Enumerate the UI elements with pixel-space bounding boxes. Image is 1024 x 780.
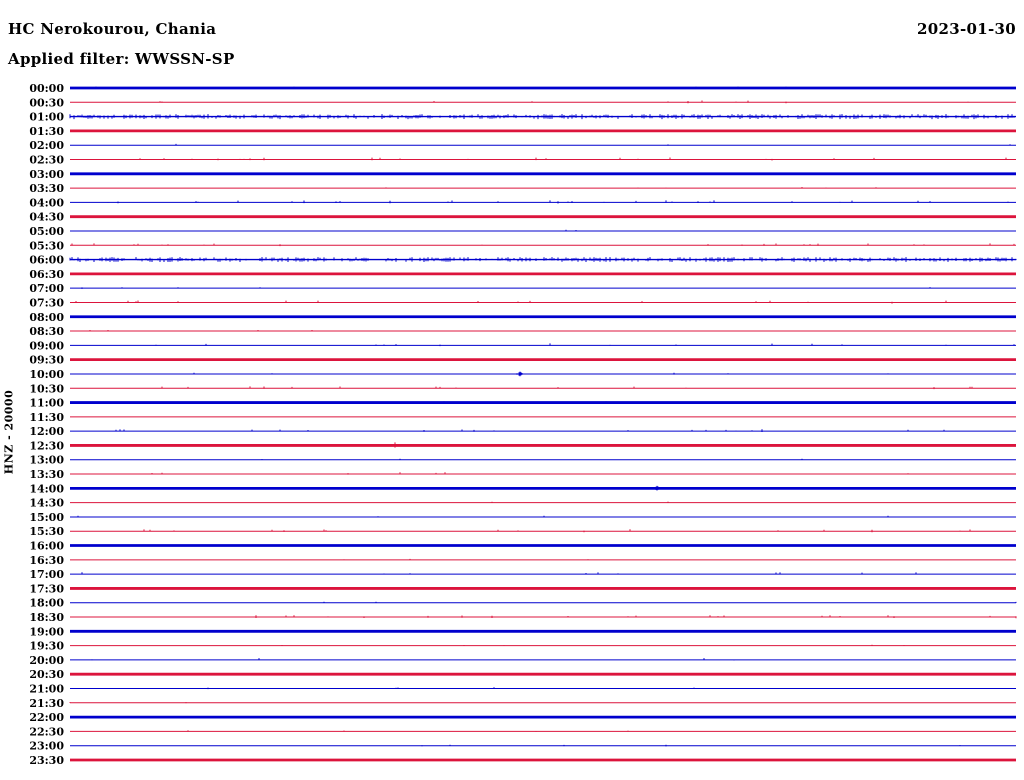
row-time-label: 21:30 <box>29 696 64 710</box>
row-time-label: 14:30 <box>29 496 64 510</box>
trace-row <box>70 187 1016 188</box>
row-time-label: 10:00 <box>29 367 64 381</box>
row-time-label: 17:30 <box>29 582 64 596</box>
row-time-label: 11:00 <box>29 396 64 410</box>
trace-row <box>70 301 1016 304</box>
trace-row <box>70 158 1016 161</box>
trace-row <box>70 87 1016 89</box>
trace-row <box>70 257 1016 262</box>
row-time-label: 05:00 <box>29 224 64 238</box>
row-time-label: 12:30 <box>29 439 64 453</box>
trace-row <box>70 200 1016 203</box>
trace-row <box>70 386 1016 389</box>
row-time-label: 22:00 <box>29 711 64 725</box>
trace-row <box>70 687 1016 689</box>
trace-row <box>70 572 1016 574</box>
trace-row <box>70 602 1016 603</box>
row-time-label: 19:00 <box>29 625 64 639</box>
trace-row <box>70 273 1016 274</box>
trace-row <box>70 359 1016 361</box>
trace-row <box>70 343 1016 346</box>
trace-row <box>70 401 1016 403</box>
row-time-label: 09:00 <box>29 339 64 353</box>
trace-row <box>70 459 1016 460</box>
trace-row <box>70 745 1016 747</box>
row-time-label: 18:30 <box>29 611 64 625</box>
trace-row <box>70 472 1016 474</box>
trace-row <box>70 442 1016 447</box>
row-time-label: 04:00 <box>29 196 64 210</box>
station-title: HC Nerokourou, Chania <box>8 20 217 38</box>
row-time-label: 23:00 <box>29 739 64 753</box>
row-time-label: 05:30 <box>29 239 64 253</box>
record-date: 2023-01-30 <box>917 20 1016 38</box>
row-time-label: 03:00 <box>29 167 64 181</box>
row-time-label: 09:30 <box>29 353 64 367</box>
row-time-label: 21:00 <box>29 682 64 696</box>
trace-row <box>70 486 1016 491</box>
row-time-label: 14:00 <box>29 482 64 496</box>
row-time-label: 03:30 <box>29 182 64 196</box>
row-time-label: 00:00 <box>29 82 64 95</box>
row-time-label: 12:00 <box>29 425 64 439</box>
trace-row <box>70 429 1016 432</box>
row-time-label: 22:30 <box>29 725 64 739</box>
trace-row <box>70 216 1016 218</box>
channel-axis-label: HNZ - 20000 <box>2 389 16 475</box>
row-time-label: 15:00 <box>29 510 64 524</box>
row-time-label: 13:30 <box>29 468 64 482</box>
row-time-label: 07:00 <box>29 282 64 296</box>
row-time-label: 20:30 <box>29 668 64 682</box>
row-time-label: 01:00 <box>29 110 64 124</box>
trace-row <box>70 516 1016 518</box>
row-time-label: 02:00 <box>29 139 64 153</box>
trace-row <box>70 645 1016 646</box>
row-time-label: 08:00 <box>29 310 64 324</box>
row-time-label: 06:30 <box>29 267 64 281</box>
row-time-label: 08:30 <box>29 325 64 339</box>
row-time-label: 10:30 <box>29 382 64 396</box>
trace-row <box>70 502 1016 503</box>
trace-row <box>70 673 1016 675</box>
trace-row <box>70 730 1016 732</box>
row-time-label: 18:00 <box>29 596 64 610</box>
trace-row <box>70 101 1016 104</box>
row-time-label: 16:00 <box>29 539 64 553</box>
trace-row <box>70 316 1016 317</box>
row-time-label: 15:30 <box>29 525 64 539</box>
trace-noise <box>70 114 1014 119</box>
trace-row <box>70 545 1016 546</box>
row-time-label: 16:30 <box>29 553 64 567</box>
row-time-label: 07:30 <box>29 296 64 310</box>
trace-row <box>70 615 1016 618</box>
trace-row <box>70 702 1016 703</box>
trace-row <box>70 243 1016 246</box>
row-time-label: 11:30 <box>29 410 64 424</box>
trace-row <box>70 716 1016 717</box>
trace-row <box>70 287 1016 289</box>
row-time-label: 23:30 <box>29 754 64 767</box>
trace-row <box>70 144 1016 146</box>
row-time-label: 20:00 <box>29 653 64 667</box>
trace-row <box>70 559 1016 560</box>
row-time-label: 04:30 <box>29 210 64 224</box>
trace-row <box>70 114 1016 119</box>
trace-row <box>70 759 1016 760</box>
row-time-label: 01:30 <box>29 124 64 138</box>
row-time-label: 17:00 <box>29 568 64 582</box>
trace-row <box>70 330 1016 331</box>
trace-row <box>70 230 1016 231</box>
applied-filter-label: Applied filter: WWSSN-SP <box>8 50 235 68</box>
row-time-label: 02:30 <box>29 153 64 167</box>
row-time-label: 06:00 <box>29 253 64 267</box>
trace-row <box>70 630 1016 632</box>
trace-row <box>70 529 1016 532</box>
trace-row <box>70 372 1016 377</box>
trace-row <box>70 658 1016 660</box>
row-time-label: 19:30 <box>29 639 64 653</box>
row-time-label: 00:30 <box>29 96 64 110</box>
row-time-label: 13:00 <box>29 453 64 467</box>
